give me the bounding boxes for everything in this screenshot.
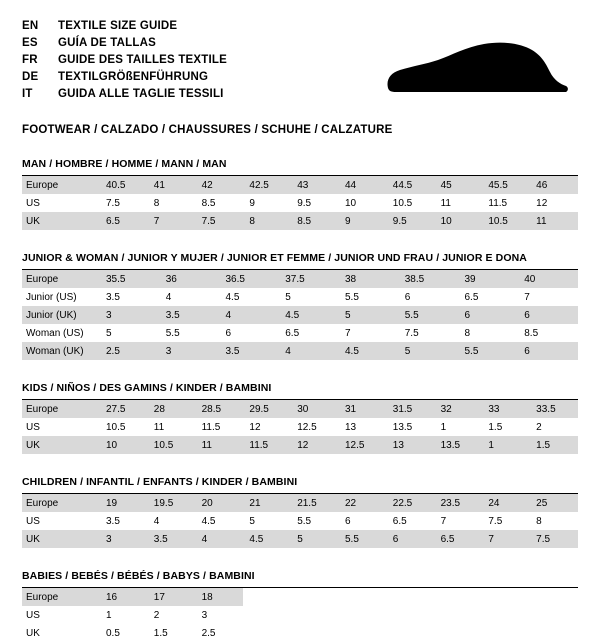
table-row [22, 606, 578, 624]
cell: 8 [153, 197, 160, 209]
table-row [22, 418, 578, 436]
cell: 6.5 [435, 530, 483, 548]
cell: 6.5 [392, 515, 407, 527]
cell: 7 [440, 515, 447, 527]
cell-empty [530, 588, 578, 606]
language-title: TEXTILE SIZE GUIDE [58, 20, 178, 32]
row-label: US [26, 421, 40, 433]
table-row [22, 288, 578, 306]
size-table [22, 176, 578, 230]
cell: 5.5 [339, 530, 387, 548]
row-label: Junior (US) [26, 291, 77, 303]
cell: 7 [524, 291, 530, 303]
cell: 4 [165, 291, 172, 303]
cell-empty [530, 606, 578, 624]
cell: 5.5 [399, 306, 459, 324]
cell: 4 [153, 515, 160, 527]
cell: 8 [536, 515, 542, 527]
cell: 10.5 [392, 197, 413, 209]
cell: 42.5 [243, 176, 291, 194]
cell-empty [243, 606, 291, 624]
table-row [22, 494, 578, 512]
page-title: FOOTWEAR / CALZADO / CHAUSSURES / SCHUHE / CALZATURE [22, 124, 393, 136]
row-label: Europe [22, 176, 100, 194]
cell-empty [530, 624, 578, 642]
cell: 3.5 [220, 342, 280, 360]
cell: 6.5 [464, 291, 479, 303]
row-label: US [26, 197, 40, 209]
cell: 4.5 [243, 530, 291, 548]
cell: 13.5 [392, 421, 413, 433]
cell: 12.5 [297, 421, 317, 433]
cell: 0.5 [106, 627, 120, 639]
cell: 28.5 [196, 400, 244, 418]
row-label: US [26, 609, 40, 621]
cell: 33 [482, 400, 530, 418]
cell: 13 [387, 436, 435, 454]
table-row [22, 400, 578, 418]
cell: 10.5 [148, 436, 196, 454]
cell-empty [339, 624, 387, 642]
cell: 22.5 [387, 494, 435, 512]
cell-empty [291, 606, 339, 624]
language-title: GUIDE DES TAILLES TEXTILE [58, 54, 227, 66]
cell: 22 [339, 494, 387, 512]
cell-empty [482, 624, 530, 642]
cell-empty [387, 588, 435, 606]
cell: 30 [291, 400, 339, 418]
cell: 5.5 [459, 342, 519, 360]
cell: 39 [459, 270, 519, 288]
cell: 5 [399, 342, 459, 360]
cell: 11.5 [488, 197, 508, 209]
cell: 38 [339, 270, 399, 288]
cell: 1.5 [530, 436, 578, 454]
cell: 32 [435, 400, 483, 418]
cell: 8 [243, 212, 291, 230]
cell: 13.5 [435, 436, 483, 454]
cell-empty [435, 606, 483, 624]
cell: 23.5 [435, 494, 483, 512]
cell: 46 [530, 176, 578, 194]
cell: 2 [153, 609, 160, 621]
cell: 40 [518, 270, 578, 288]
cell: 9 [249, 197, 255, 209]
cell: 2 [536, 421, 542, 433]
cell: 6.5 [100, 212, 148, 230]
cell: 5.5 [345, 291, 359, 303]
row-label: Europe [22, 400, 100, 418]
cell: 12 [249, 421, 261, 433]
size-group-children [22, 476, 578, 548]
cell: 9.5 [297, 197, 312, 209]
cell-empty [435, 624, 483, 642]
table-row [22, 530, 578, 548]
table-row [22, 324, 578, 342]
cell: 6 [404, 291, 411, 303]
row-label: Europe [22, 270, 100, 288]
cell: 11 [196, 436, 244, 454]
cell: 12 [536, 197, 548, 209]
cell: 5 [339, 306, 399, 324]
cell: 33.5 [530, 400, 578, 418]
table-row [22, 624, 578, 642]
table-row [22, 436, 578, 454]
size-table [22, 494, 578, 548]
cell: 11 [440, 197, 451, 209]
cell: 25 [530, 494, 578, 512]
cell: 1.5 [488, 421, 503, 433]
cell-empty [243, 624, 291, 642]
cell: 5 [106, 327, 112, 339]
cell: 6.5 [285, 327, 300, 339]
table-row [22, 588, 578, 606]
cell: 3 [100, 530, 148, 548]
group-title: MAN / HOMBRE / HOMME / MANN / MAN [22, 158, 578, 176]
cell: 6 [459, 306, 519, 324]
cell: 1 [106, 609, 112, 621]
cell: 7 [148, 212, 196, 230]
cell: 4.5 [279, 306, 339, 324]
cell: 3 [201, 609, 208, 621]
cell: 43 [291, 176, 339, 194]
cell: 4 [196, 530, 244, 548]
cell-empty [435, 588, 483, 606]
cell: 11 [530, 212, 578, 230]
cell: 5 [249, 515, 255, 527]
cell: 7 [482, 530, 530, 548]
cell: 6 [344, 515, 351, 527]
cell: 7.5 [106, 197, 120, 209]
cell-empty [291, 624, 339, 642]
cell: 11 [153, 421, 165, 433]
cell-empty [387, 624, 435, 642]
cell: 38.5 [399, 270, 459, 288]
group-title: KIDS / NIÑOS / DES GAMINS / KINDER / BAMBINI [22, 382, 578, 400]
cell: 12.5 [339, 436, 387, 454]
language-title: GUIDA ALLE TAGLIE TESSILI [58, 88, 224, 100]
language-title: TEXTILGRÖßENFÜHRUNG [58, 71, 209, 83]
table-row [22, 212, 578, 230]
cell: 8.5 [524, 327, 539, 339]
cell: 10 [100, 436, 148, 454]
row-label: UK [22, 530, 100, 548]
language-code: ES [22, 37, 38, 49]
cell: 5 [285, 291, 291, 303]
cell-empty [339, 606, 387, 624]
language-code: IT [22, 88, 33, 100]
cell: 36 [160, 270, 220, 288]
row-label: Woman (UK) [22, 342, 100, 360]
row-label: Junior (UK) [22, 306, 100, 324]
cell: 4.5 [339, 342, 399, 360]
cell: 45 [435, 176, 483, 194]
cell: 44.5 [387, 176, 435, 194]
cell: 10.5 [106, 421, 126, 433]
size-table [22, 270, 578, 360]
cell-empty [339, 588, 387, 606]
cell: 45.5 [482, 176, 530, 194]
cell: 44 [339, 176, 387, 194]
size-group-man [22, 158, 578, 230]
cell: 3.5 [106, 291, 120, 303]
cell: 35.5 [100, 270, 160, 288]
cell: 4 [279, 342, 339, 360]
cell: 21 [243, 494, 291, 512]
cell: 11.5 [243, 436, 291, 454]
cell: 29.5 [243, 400, 291, 418]
cell: 5 [291, 530, 339, 548]
cell-empty [243, 588, 291, 606]
cell: 9.5 [387, 212, 435, 230]
row-label: Europe [22, 588, 100, 606]
language-code: FR [22, 54, 38, 66]
cell: 7.5 [530, 530, 578, 548]
cell-empty [482, 588, 530, 606]
cell: 4 [220, 306, 280, 324]
cell: 37.5 [279, 270, 339, 288]
language-title: GUÍA DE TALLAS [58, 37, 156, 49]
size-group-junior-woman [22, 252, 578, 360]
table-row [22, 270, 578, 288]
cell: 10 [344, 197, 357, 209]
cell: 40.5 [100, 176, 148, 194]
cell: 24 [482, 494, 530, 512]
table-row [22, 512, 578, 530]
cell: 31.5 [387, 400, 435, 418]
group-title: CHILDREN / INFANTIL / ENFANTS / KINDER / BAMBINI [22, 476, 578, 494]
cell: 1.5 [153, 627, 168, 639]
cell: 36.5 [220, 270, 280, 288]
cell: 6 [387, 530, 435, 548]
cell: 28 [148, 400, 196, 418]
cell: 3 [160, 342, 220, 360]
row-label: UK [26, 627, 40, 639]
cell: 3.5 [148, 530, 196, 548]
cell: 19 [100, 494, 148, 512]
cell: 9 [339, 212, 387, 230]
cell: 3.5 [106, 515, 120, 527]
row-label: US [26, 515, 40, 527]
table-row [22, 342, 578, 360]
cell: 12 [291, 436, 339, 454]
cell: 4.5 [201, 515, 216, 527]
cell: 21.5 [291, 494, 339, 512]
row-label: Europe [22, 494, 100, 512]
cell: 10 [435, 212, 483, 230]
cell: 13 [344, 421, 357, 433]
cell: 16 [100, 588, 148, 606]
cell: 1 [440, 421, 447, 433]
cell: 4.5 [225, 291, 240, 303]
cell: 3.5 [160, 306, 220, 324]
cell: 7.5 [488, 515, 503, 527]
language-code: EN [22, 20, 39, 32]
cell: 1 [482, 436, 530, 454]
cell: 2.5 [201, 627, 216, 639]
cell: 7 [345, 327, 351, 339]
cell: 7.5 [196, 212, 244, 230]
cell: 5.5 [297, 515, 312, 527]
cell: 41 [148, 176, 196, 194]
cell: 3 [100, 306, 160, 324]
cell: 6 [518, 306, 578, 324]
size-group-kids [22, 382, 578, 454]
cell: 27.5 [100, 400, 148, 418]
size-group-babies [22, 570, 578, 642]
cell: 6 [225, 327, 232, 339]
dress-shoe-icon [380, 40, 570, 102]
cell: 7.5 [404, 327, 419, 339]
row-label: UK [22, 436, 100, 454]
cell: 19.5 [148, 494, 196, 512]
cell: 31 [339, 400, 387, 418]
table-row [22, 176, 578, 194]
size-table [22, 588, 578, 642]
cell: 8.5 [291, 212, 339, 230]
cell: 20 [196, 494, 244, 512]
table-row [22, 194, 578, 212]
group-title: BABIES / BEBÉS / BÉBÉS / BABYS / BAMBINI [22, 570, 578, 588]
cell-empty [291, 588, 339, 606]
cell: 8.5 [201, 197, 216, 209]
size-table [22, 400, 578, 454]
cell: 10.5 [482, 212, 530, 230]
cell: 18 [196, 588, 244, 606]
cell: 11.5 [201, 421, 221, 433]
cell: 6 [518, 342, 578, 360]
language-code: DE [22, 71, 39, 83]
row-label: UK [22, 212, 100, 230]
cell: 5.5 [165, 327, 180, 339]
cell: 42 [196, 176, 244, 194]
cell: 17 [148, 588, 196, 606]
row-label: Woman (US) [26, 327, 84, 339]
table-row [22, 306, 578, 324]
language-row [22, 18, 578, 35]
cell: 8 [464, 327, 471, 339]
group-title: JUNIOR & WOMAN / JUNIOR Y MUJER / JUNIOR ET FEMME / JUNIOR UND FRAU / JUNIOR E DONA [22, 252, 578, 270]
cell: 2.5 [100, 342, 160, 360]
page-header [22, 18, 578, 110]
cell-empty [387, 606, 435, 624]
cell-empty [482, 606, 530, 624]
